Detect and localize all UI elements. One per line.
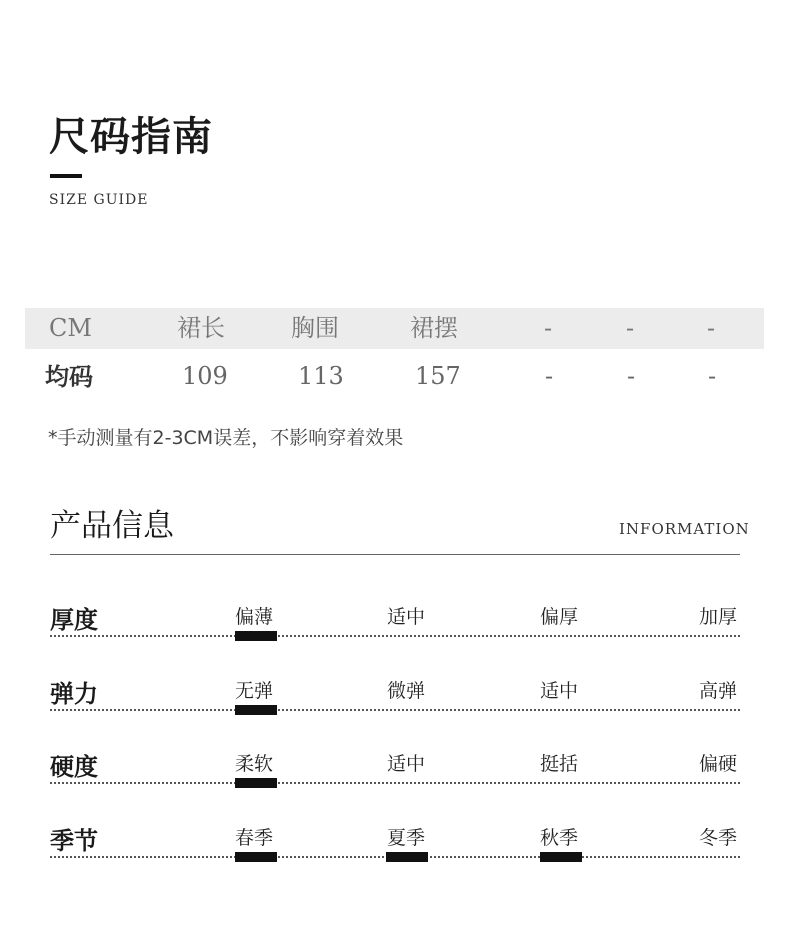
attribute-option: 春季 <box>235 827 274 849</box>
size-header-cell: 裙摆 <box>410 314 458 342</box>
attribute-option: 挺括 <box>540 753 579 775</box>
info-title: 产品信息 <box>50 508 174 544</box>
size-row-cell: 157 <box>415 362 461 390</box>
attribute-label: 厚度 <box>50 605 98 634</box>
attribute-option: 适中 <box>387 753 426 775</box>
page-title: 尺码指南 <box>49 113 213 160</box>
size-table-row <box>25 356 764 397</box>
size-row-cell: 均码 <box>45 362 93 391</box>
attribute-row-elasticity <box>50 674 740 734</box>
attribute-option: 柔软 <box>235 753 274 775</box>
attribute-label: 弹力 <box>50 679 98 708</box>
size-header-cell: CM <box>49 314 92 342</box>
attribute-option: 微弹 <box>387 680 426 702</box>
size-header-cell: - <box>626 314 635 342</box>
info-divider <box>50 554 740 555</box>
title-underline <box>50 174 82 178</box>
size-row-cell: 109 <box>182 362 228 390</box>
info-title-en: INFORMATION <box>619 520 750 538</box>
size-row-cell: - <box>545 362 554 390</box>
size-row-cell: - <box>627 362 636 390</box>
selected-marker <box>540 852 582 862</box>
dotted-scale-line <box>50 635 740 637</box>
size-table-header <box>25 308 764 349</box>
attribute-option: 适中 <box>540 680 579 702</box>
size-header-cell: - <box>707 314 716 342</box>
selected-marker <box>386 852 428 862</box>
attribute-option: 偏薄 <box>235 606 274 628</box>
size-header-cell: 胸围 <box>291 314 339 342</box>
attribute-row-thickness <box>50 600 740 660</box>
attribute-option: 高弹 <box>699 680 738 702</box>
attribute-option: 偏硬 <box>699 753 738 775</box>
attribute-option: 加厚 <box>699 606 738 628</box>
page-subtitle: SIZE GUIDE <box>49 192 149 208</box>
attribute-option: 无弹 <box>235 680 274 702</box>
attribute-option: 夏季 <box>387 827 426 849</box>
size-row-cell: 113 <box>298 362 344 390</box>
selected-marker <box>235 852 277 862</box>
attribute-label: 季节 <box>50 826 98 855</box>
selected-marker <box>235 778 277 788</box>
dotted-scale-line <box>50 782 740 784</box>
attribute-row-season <box>50 821 740 881</box>
attribute-option: 冬季 <box>699 827 738 849</box>
attribute-label: 硬度 <box>50 752 98 781</box>
attribute-row-stiffness <box>50 747 740 807</box>
selected-marker <box>235 631 277 641</box>
dotted-scale-line <box>50 709 740 711</box>
measurement-note: *手动测量有2-3CM误差，不影响穿着效果 <box>48 427 404 449</box>
selected-marker <box>235 705 277 715</box>
attribute-option: 适中 <box>387 606 426 628</box>
size-header-cell: - <box>544 314 553 342</box>
size-header-cell: 裙长 <box>177 314 225 342</box>
size-row-cell: - <box>708 362 717 390</box>
attribute-option: 偏厚 <box>540 606 579 628</box>
attribute-option: 秋季 <box>540 827 579 849</box>
